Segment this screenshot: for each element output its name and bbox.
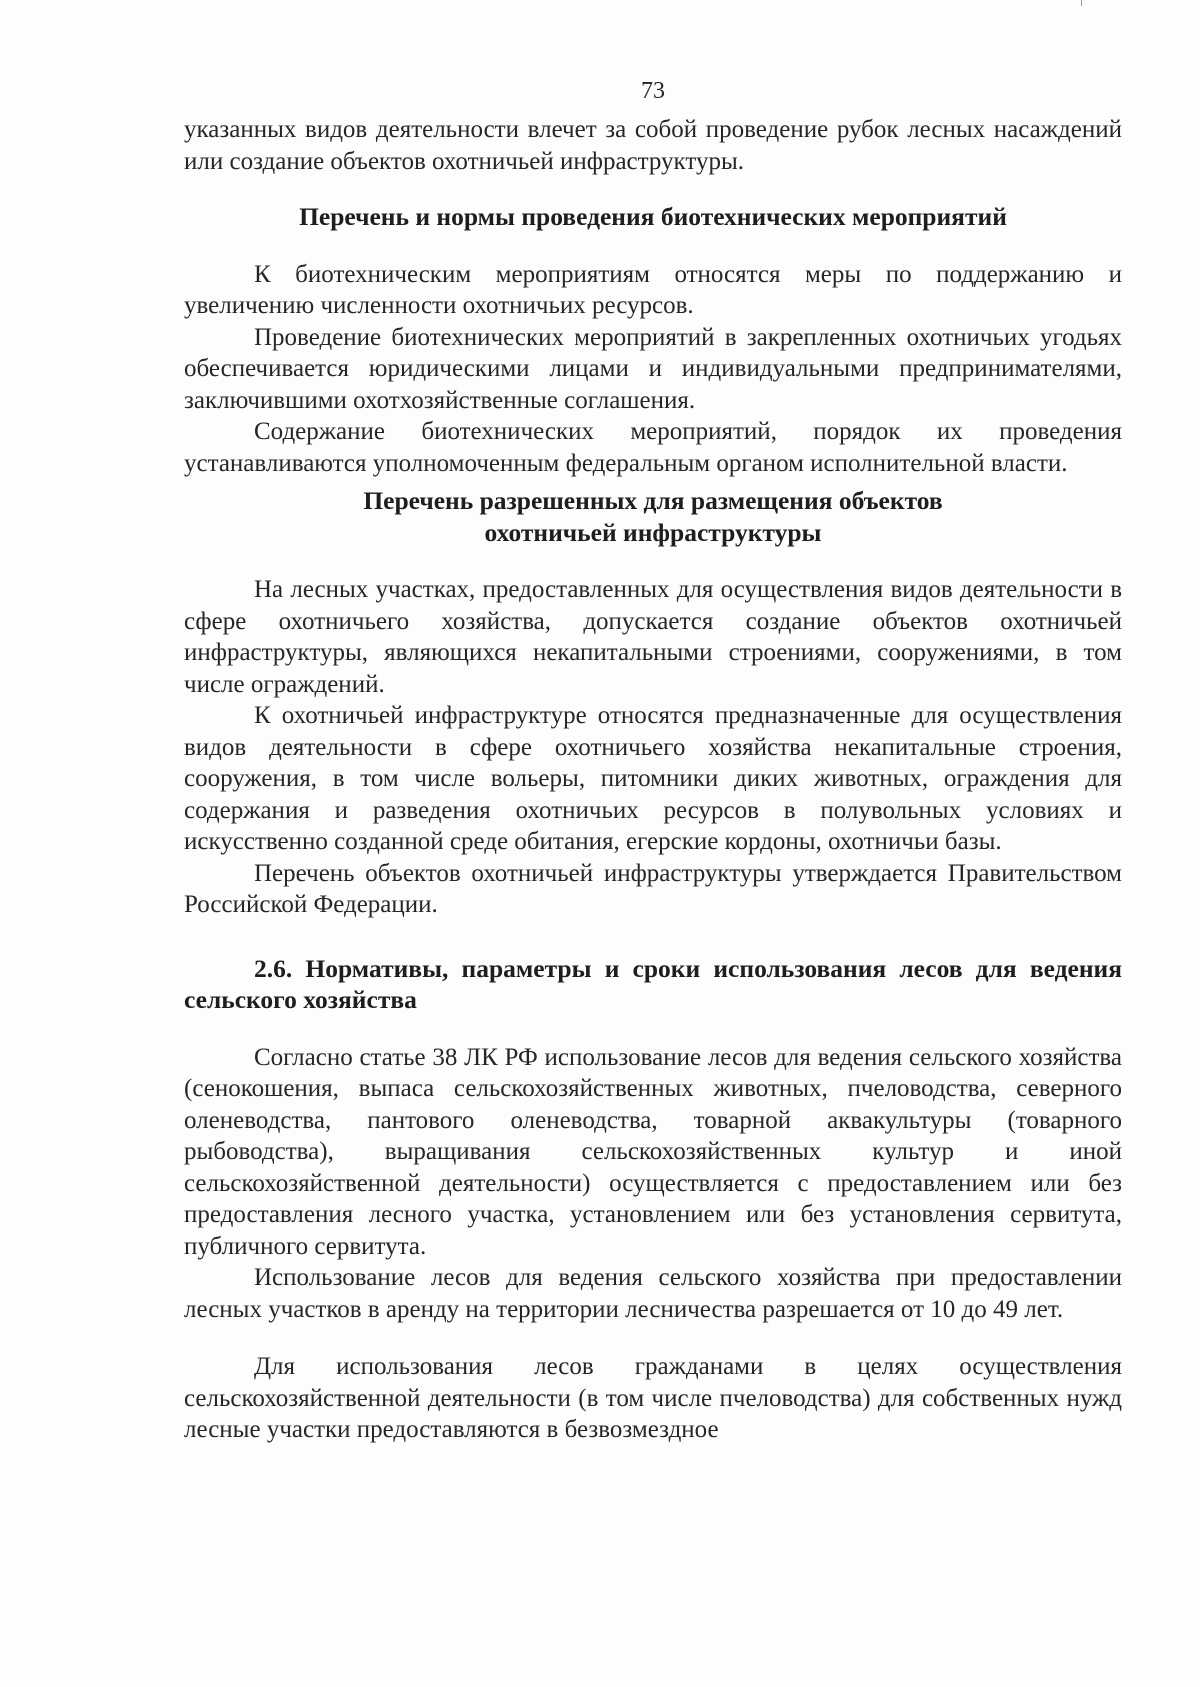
intro-paragraph: указанных видов деятельности влечет за собой проведение рубок лесных насаждений или создание объектов охотничьей инфраструктуры. [184, 116, 1122, 175]
page-content [184, 76, 1122, 1446]
agriculture-section-heading: 2.6. Нормативы, параметры и сроки использования лесов для ведения сельского хозяйства [184, 953, 1122, 1014]
biotech-paragraph-3: Содержание биотехнических мероприятий, порядок их проведения устанавливаются уполномоченным федеральным органом исполнительной власти. [184, 418, 1122, 477]
scan-edge-mark [1081, 0, 1082, 6]
infrastructure-heading [184, 485, 1122, 548]
agriculture-paragraph-1: Согласно статье 38 ЛК РФ использование лесов для ведения сельского хозяйства (сенокошения, выпаса сельскохозяйственных животных, пчеловодства, северного оленеводства, пантового оленеводства, товарной аквакультуры (товарного рыбоводства), выращивания сельскохозяйственных культур и иной сельскохозяйственной деятельности) осуществляется с предоставлением или без предоставления лесного участка, установлением или без установления сервитута, публичного сервитута. [184, 1043, 1122, 1260]
agriculture-paragraph-3: Для использования лесов гражданами в целях осуществления сельскохозяйственной деятельности (в том числе пчеловодства) для собственных нужд лесные участки предоставляются в безвозмездное [184, 1353, 1122, 1443]
infrastructure-paragraph-1: На лесных участках, предоставленных для осуществления видов деятельности в сфере охотничьего хозяйства, допускается создание объектов охотничьей инфраструктуры, являющихся некапитальными строениями, сооружениями, в том числе ограждений. [184, 576, 1122, 698]
biotech-heading: Перечень и нормы проведения биотехнических мероприятий [299, 202, 1007, 231]
agriculture-paragraph-2: Использование лесов для ведения сельского хозяйства при предоставлении лесных участков в аренду на территории лесничества разрешается от 10 до 49 лет. [184, 1264, 1122, 1323]
infrastructure-paragraph-3: Перечень объектов охотничьей инфраструктуры утверждается Правительством Российской Федерации. [184, 859, 1122, 918]
biotech-paragraph-1: К биотехническим мероприятиям относятся меры по поддержанию и увеличению численности охотничьих ресурсов. [184, 260, 1122, 319]
infrastructure-heading-line-1: Перечень разрешенных для размещения объектов [363, 486, 943, 515]
infrastructure-heading-line-2: охотничьей инфраструктуры [484, 517, 822, 547]
page-number: 73 [641, 78, 665, 104]
infrastructure-paragraph-2: К охотничьей инфраструктуре относятся предназначенные для осуществления видов деятельности в сфере охотничьего хозяйства некапитальные строения, сооружения, в том числе вольеры, питомники диких животных, ограждения для содержания и разведения охотничьих ресурсов в полувольных условиях и искусственно созданной среде обитания, егерские кордоны, охотничьи базы. [184, 702, 1122, 855]
biotech-paragraph-2: Проведение биотехнических мероприятий в закрепленных охотничьих угодьях обеспечивается юридическими лицами и индивидуальными предпринимателями, заключившими охотхозяйственные соглашения. [184, 323, 1122, 414]
